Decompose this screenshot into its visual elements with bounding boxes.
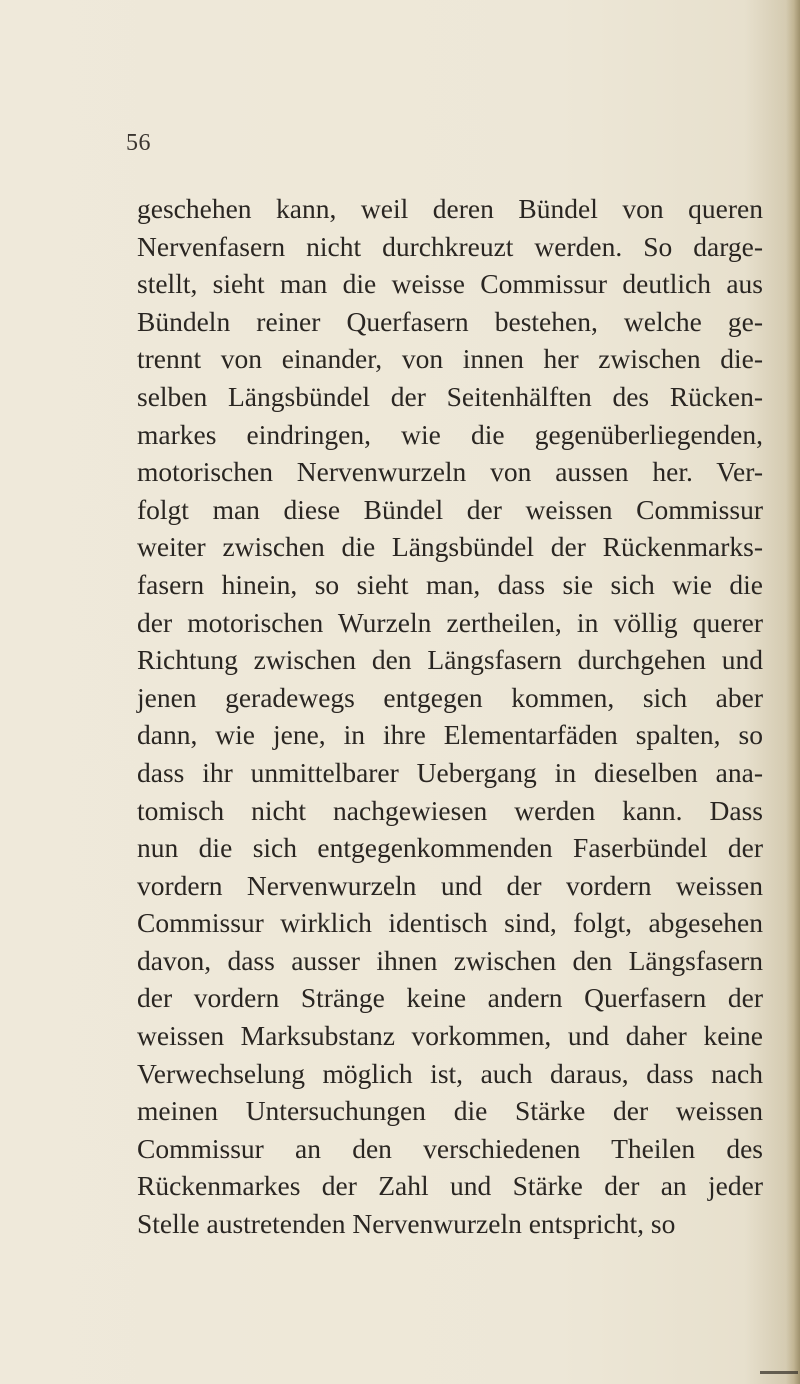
scan-edge-mark (760, 1371, 798, 1374)
text-line: selben Längsbündel der Seitenhälften des Rücken- (137, 380, 763, 412)
text-line: meinen Untersuchungen die Stärke der weissen (137, 1095, 763, 1127)
text-line: Richtung zwischen den Längsfasern durchgehen und (137, 644, 763, 676)
text-line: weiter zwischen die Längsbündel der Rückenmarks- (137, 531, 763, 563)
text-line: tomisch nicht nachgewiesen werden kann. Dass (137, 794, 763, 826)
text-line: jenen geradewegs entgegen kommen, sich aber (137, 681, 763, 713)
text-line: stellt, sieht man die weisse Commissur deutlich aus (137, 268, 763, 300)
text-line: vordern Nervenwurzeln und der vordern weissen (137, 869, 763, 901)
text-line: davon, dass ausser ihnen zwischen den Längsfasern (137, 944, 763, 976)
text-line: Verwechselung möglich ist, auch daraus, dass nach (137, 1057, 763, 1089)
text-line: Rückenmarkes der Zahl und Stärke der an jeder (137, 1170, 763, 1202)
text-line: Stelle austretenden Nervenwurzeln entspricht, so (137, 1208, 676, 1240)
text-line: Commissur an den verschiedenen Theilen des (137, 1132, 763, 1164)
text-line: Bündeln reiner Querfasern bestehen, welche ge- (137, 305, 763, 337)
text-line: der vordern Stränge keine andern Querfasern der (137, 982, 763, 1014)
text-line: dass ihr unmittelbarer Uebergang in dieselben ana- (137, 756, 763, 788)
page-edge-shadow (786, 0, 800, 1384)
text-line: motorischen Nervenwurzeln von aussen her. Ver- (137, 456, 763, 488)
text-line: geschehen kann, weil deren Bündel von queren (137, 193, 763, 224)
page-number: 56 (126, 130, 151, 156)
text-line: folgt man diese Bündel der weissen Commissur (137, 493, 763, 525)
text-line: nun die sich entgegenkommenden Faserbündel der (137, 832, 763, 864)
text-line: Commissur wirklich identisch sind, folgt, abgesehen (137, 907, 763, 939)
text-line: markes eindringen, wie die gegenüberliegenden, (137, 418, 763, 450)
text-line: Nervenfasern nicht durchkreuzt werden. So darge- (137, 230, 763, 262)
text-line: der motorischen Wurzeln zertheilen, in völlig querer (137, 606, 763, 638)
body-text (137, 190, 763, 1243)
text-line: dann, wie jene, in ihre Elementarfäden spalten, so (137, 719, 763, 751)
text-line: fasern hinein, so sieht man, dass sie sich wie die (137, 568, 763, 600)
text-line: weissen Marksubstanz vorkommen, und daher keine (137, 1020, 763, 1052)
text-line: trennt von einander, von innen her zwischen die- (137, 343, 763, 375)
